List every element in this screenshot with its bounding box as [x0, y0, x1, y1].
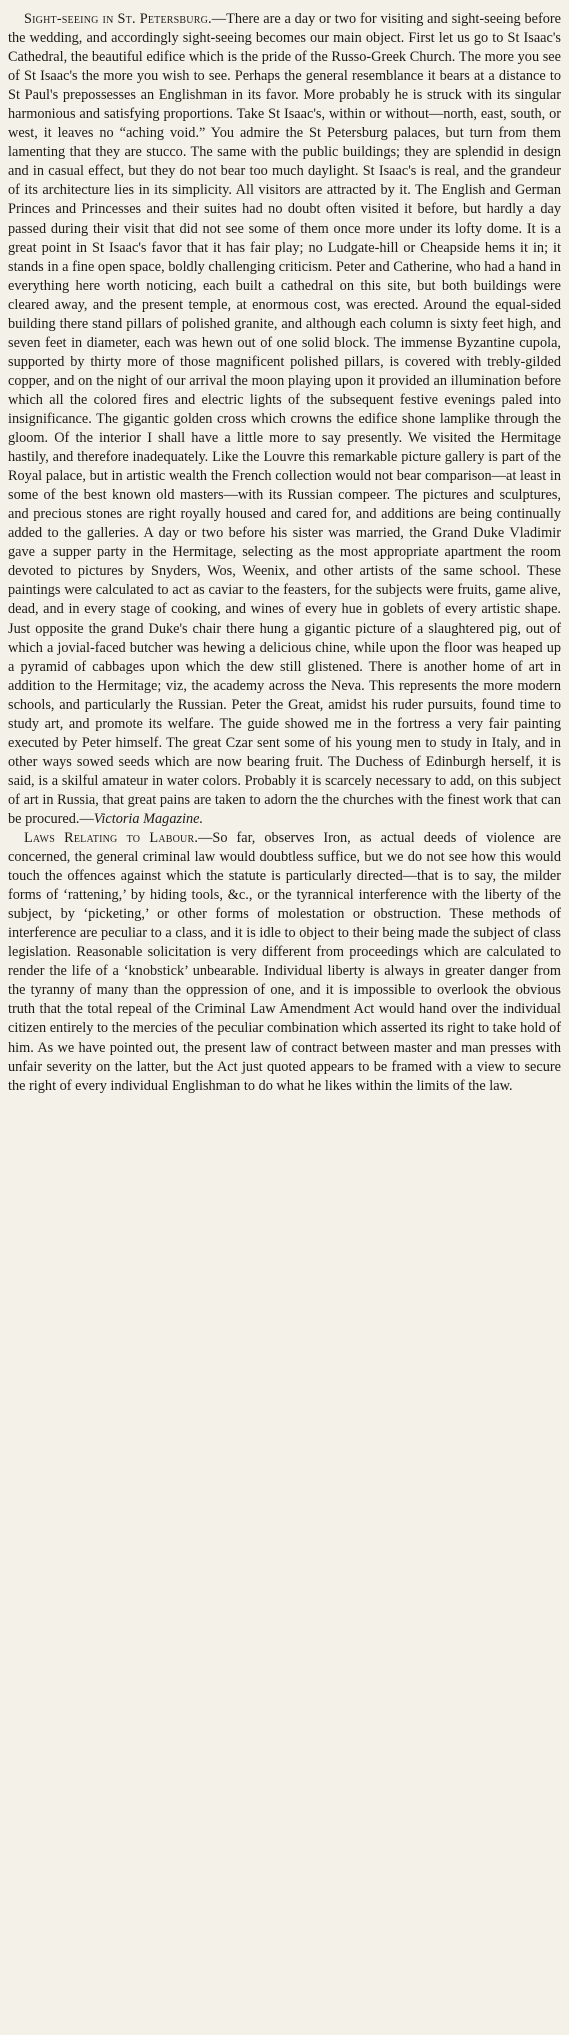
- article-heading: Laws Relating to Labour.: [24, 830, 199, 847]
- article-sightseeing-st-petersburg: [8, 10, 561, 829]
- article-heading: Sight-seeing in St. Petersburg.: [24, 11, 212, 27]
- article-source: Victoria Magazine.: [93, 810, 204, 827]
- article-body: —So far, observes Iron, as actual deeds of violence are concerned, the general criminal law would doubtless suffice, but we do not see how this would touch the offences against which the statute is particularly directed—that is to say, the milder forms of ‘rattening,’ by hiding tools, &c., or the tyrannical interference with the liberty of the subject, by ‘picketing,’ or other forms of molestation or obstruction. These methods of interference are peculiar to a class, and it is idle to object to their being made the subject of class legislation. Reasonable solicitation is very different from proceedings which are calculated to render the life of a ‘knobstick’ unbearable. Individual liberty is always in greater danger from the tyranny of many than the oppression of one, and it is impossible to overlook the obvious truth that the total repeal of the Criminal Law Amendment Act would hand over the individual citizen entirely to the mercies of the peculiar combination which asserted its right to take hold of him. As we have pointed out, the present law of contract between master and man presses with unfair severity on the latter, but the Act just quoted appears to be framed with a view to secure the right of every individual Englishman to do what he likes within the limits of the law.: [8, 830, 561, 1094]
- article-laws-relating-to-labour: [8, 829, 561, 1096]
- article-body: —There are a day or two for visiting and sight-seeing before the wedding, and accordingly sight-seeing becomes our main object. First let us go to St Isaac's Cathedral, the beautiful edifice which is the pride of the Russo-Greek Church. The more you see of St Isaac's the more you wish to see. Perhaps the general resemblance it bears at a distance to St Paul's prepossesses an Englishman in its favor. More probably he is struck with its singular harmonious and satisfying proportions. Take St Isaac's, within or without—north, east, south, or west, it leaves no “aching void.” You admire the St Petersburg palaces, but turn from them lamenting that they are stucco. The same with the public buildings; they are splendid in design and in casual effect, but they do not bear too much daylight. St Isaac's is real, and the grandeur of its architecture lies in its simplicity. All visitors are attracted by it. The English and German Princes and Princesses and their suites had no doubt often visited it before, but hardly a day passed during their visit that did not see some of them once more under its lofty dome. It is a great point in St Isaac's favor that it has fair play; no Ludgate-hill or Cheapside hems it in; it stands in a fine open space, boldly challenging criticism. Peter and Catherine, who had a hand in everything here worth noticing, each built a cathedral on this site, but both buildings were cleared away, and the present temple, at enormous cost, was erected. Around the equal-sided building there stand pillars of polished granite, and although each column is sixty feet high, and seven feet in diameter, each was hewn out of one solid block. The immense Byzantine cupola, supported by thirty more of those magnificent polished pillars, is covered with trebly-gilded copper, and on the night of our arrival the moon playing upon it provided an illumination before which all the colored fires and electric lights of the subsequent festive evenings paled into insignificance. The gigantic golden cross which crowns the edifice shone lamplike through the gloom. Of the interior I shall have a little more to say presently. We visited the Hermitage hastily, and therefore inadequately. Like the Louvre this remarkable picture gallery is part of the Royal palace, but in artistic wealth the French collection would not bear comparison—at least in some of the best known old masters—with its Russian compeer. The pictures and sculptures, and precious stones are right royally housed and cared for, and additions are being continually added to the galleries. A day or two before his sister was married, the Grand Duke Vladimir gave a supper party in the Hermitage, selecting as the most appropriate apartment the room devoted to pictures by Snyders, Wos, Weenix, and other artists of the same school. These paintings were calculated to act as caviar to the feasters, for the subjects were fruits, game alive, dead, and in every stage of cooking, and wines of every hue in goblets of every artistic shape. Just opposite the grand Duke's chair there hung a gigantic picture of a slaughtered pig, out of which a jovial-faced butcher was hewing a delicious chine, while upon the floor was heaped up a pyramid of cabbages upon which the dew still glistened. There is another home of art in addition to the Hermitage; viz, the academy across the Neva. This represents the more modern schools, and particularly the Russian. Peter the Great, amidst his ruder pursuits, found time to study art, and promote its welfare. The guide showed me in the fortress a very fair painting executed by Peter himself. The great Czar sent some of his young men to study in Italy, and in other ways sowed seeds which are now bearing fruit. The Duchess of Edinburgh herself, it is said, is a skilful amateur in water colors. Probably it is scarcely necessary to add, on this subject of art in Russia, that great pains are taken to adorn the the churches with the finest work that can be procured.—: [8, 11, 561, 827]
